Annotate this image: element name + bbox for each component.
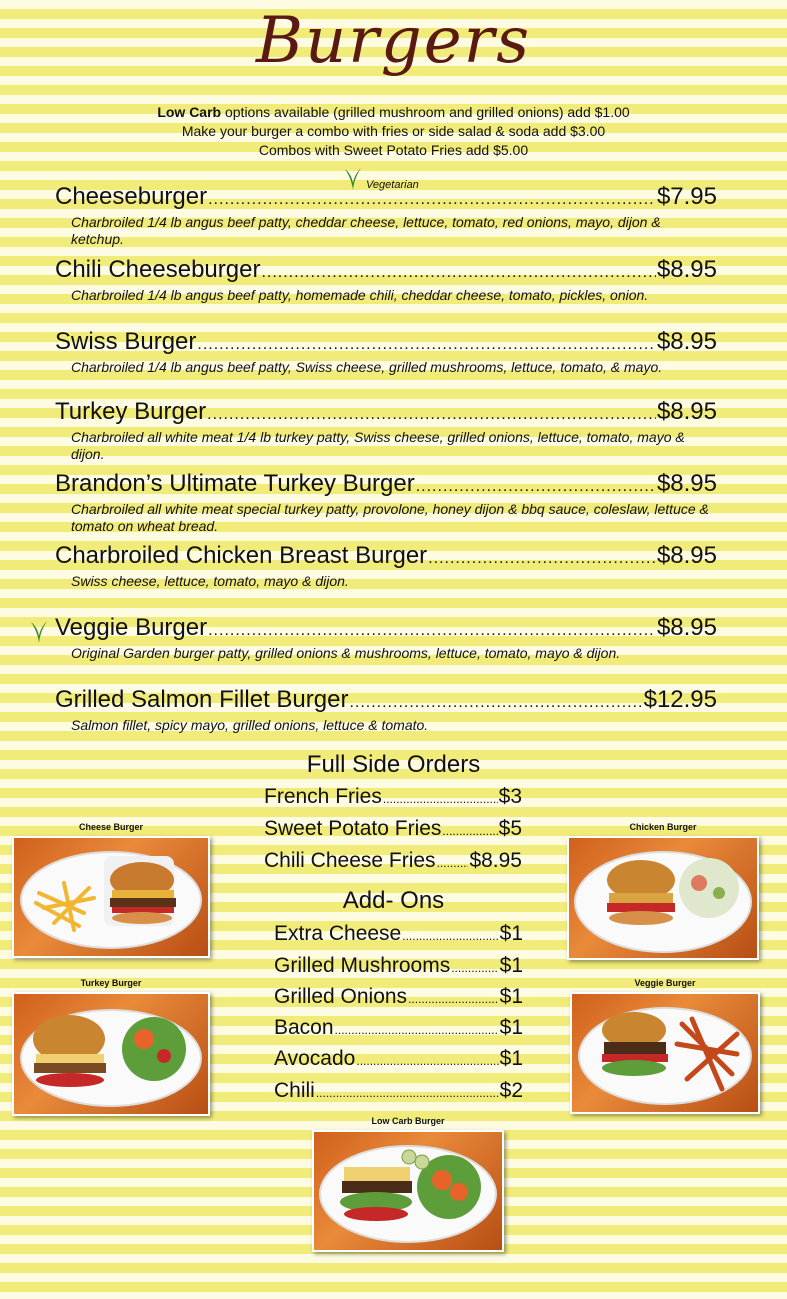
side-item-french-fries [264,784,522,812]
side-price: $5 [498,817,522,840]
side-item-chili-cheese-fries [264,848,522,876]
item-name: Turkey Burger [55,398,207,425]
leader-dots [451,955,498,981]
item-name: Cheeseburger [55,183,208,210]
photo-low-carb-burger [312,1116,504,1252]
leader-dots [261,259,655,287]
menu-item-chicken-breast-burger [55,542,717,590]
veggie-burger-illustration [572,994,758,1112]
photo-caption: Cheese Burger [78,822,144,832]
item-price: $8.95 [656,256,717,283]
menu-item-swiss-burger [55,328,717,376]
leader-dots [335,1017,499,1043]
item-description: Original Garden burger patty, grilled onions & mushrooms, lettuce, tomato, mayo & dijon. [71,645,621,661]
addon-name: Bacon [274,1016,334,1039]
leader-dots [383,786,498,812]
item-description: Swiss cheese, lettuce, tomato, mayo & dijon. [71,573,349,589]
side-price: $8.95 [469,849,522,872]
low-carb-burger-illustration [314,1132,502,1250]
photo-cheese-burger [12,822,210,958]
menu-item-turkey-burger [55,398,717,463]
leader-dots [208,186,656,214]
item-price: $12.95 [643,686,717,713]
leader-dots [349,689,642,717]
item-price: $8.95 [656,398,717,425]
item-description: Charbroiled all white meat 1/4 lb turkey patty, Swiss cheese, grilled onions, lettuce, tomato, mayo & dijon. [71,429,685,462]
leader-dots [316,1080,499,1106]
addon-price: $1 [499,1047,523,1070]
item-description: Charbroiled 1/4 lb angus beef patty, Swiss cheese, grilled mushrooms, lettuce, tomato, & mayo. [71,359,663,375]
item-price: $8.95 [656,542,717,569]
photo-image [12,992,210,1116]
leader-dots [356,1048,498,1074]
addon-price: $1 [499,922,523,945]
item-price: $8.95 [656,328,717,355]
side-name: Chili Cheese Fries [264,849,436,872]
photo-chicken-burger [567,822,759,960]
menu-item-veggie-burger [55,614,717,662]
item-description: Charbroiled 1/4 lb angus beef patty, cheddar cheese, lettuce, tomato, red onions, mayo, dijon & ketchup. [71,214,661,247]
leader-dots [208,617,656,645]
menu-title: Burgers [255,4,532,78]
item-name: Brandon’s Ultimate Turkey Burger [55,470,415,497]
photo-image [312,1130,504,1252]
addon-grilled-onions [274,984,523,1012]
intro-line-2: Make your burger a combo with fries or side salad & soda add $3.00 [181,123,606,139]
chicken-burger-illustration [569,838,757,958]
item-name: Swiss Burger [55,328,197,355]
photo-image [12,836,210,958]
addon-price: $1 [499,1016,523,1039]
addon-avocado [274,1046,523,1074]
side-item-sweet-potato-fries [264,816,522,844]
leader-dots [437,850,469,876]
addon-chili [274,1078,523,1106]
leader-dots [197,331,656,359]
item-name: Chili Cheeseburger [55,256,261,283]
photo-caption: Veggie Burger [634,978,696,988]
side-name: Sweet Potato Fries [264,817,442,840]
addon-price: $2 [499,1079,523,1102]
leader-dots [416,473,656,501]
item-price: $8.95 [656,470,717,497]
item-name: Charbroiled Chicken Breast Burger [55,542,428,569]
addon-extra-cheese [274,921,523,949]
photo-turkey-burger [12,978,210,1116]
intro-line-3: Combos with Sweet Potato Fries add $5.00 [258,142,529,158]
leader-dots [442,818,497,844]
leader-dots [408,986,499,1012]
item-price: $7.95 [656,183,717,210]
menu-item-cheeseburger [55,183,717,248]
photo-caption: Chicken Burger [629,822,697,832]
side-orders-heading: Full Side Orders [306,751,481,778]
addon-price: $1 [499,954,523,977]
addons-heading: Add- Ons [342,887,445,914]
photo-caption: Turkey Burger [80,978,142,988]
intro-line-1 [0,103,787,122]
item-description: Charbroiled all white meat special turkey patty, provolone, honey dijon & bbq sauce, coleslaw, lettuce & tomato on wheat bread. [71,501,709,534]
photo-caption: Low Carb Burger [371,1116,445,1126]
addon-grilled-mushrooms [274,953,523,981]
addon-name: Grilled Mushrooms [274,954,451,977]
leaf-icon [29,620,49,644]
addon-name: Grilled Onions [274,985,408,1008]
addon-name: Extra Cheese [274,922,402,945]
side-name: French Fries [264,785,382,808]
item-description: Charbroiled 1/4 lb angus beef patty, homemade chili, cheddar cheese, tomato, pickles, onion. [71,287,649,303]
item-name: Grilled Salmon Fillet Burger [55,686,349,713]
addon-bacon [274,1015,523,1043]
item-description: Salmon fillet, spicy mayo, grilled onions, lettuce & tomato. [71,717,429,733]
vegetarian-label: Vegetarian [366,179,419,191]
intro-line-1-rest: options available (grilled mushroom and grilled onions) add $1.00 [221,104,630,120]
leader-dots [207,401,656,429]
item-name: Veggie Burger [55,614,208,641]
addon-name: Avocado [274,1047,356,1070]
photo-veggie-burger [570,978,760,1114]
intro-notes [0,103,787,160]
item-price: $8.95 [656,614,717,641]
turkey-burger-illustration [14,994,208,1114]
menu-item-ultimate-turkey-burger [55,470,717,535]
intro-line-1-bold: Low Carb [157,104,222,120]
side-price: $3 [498,785,522,808]
menu-item-salmon-burger [55,686,717,734]
photo-image [567,836,759,960]
menu-item-chili-cheeseburger [55,256,717,304]
addon-name: Chili [274,1079,315,1102]
leader-dots [428,545,656,573]
cheese-burger-illustration [14,838,208,956]
addon-price: $1 [499,985,523,1008]
leader-dots [402,923,498,949]
photo-image [570,992,760,1114]
